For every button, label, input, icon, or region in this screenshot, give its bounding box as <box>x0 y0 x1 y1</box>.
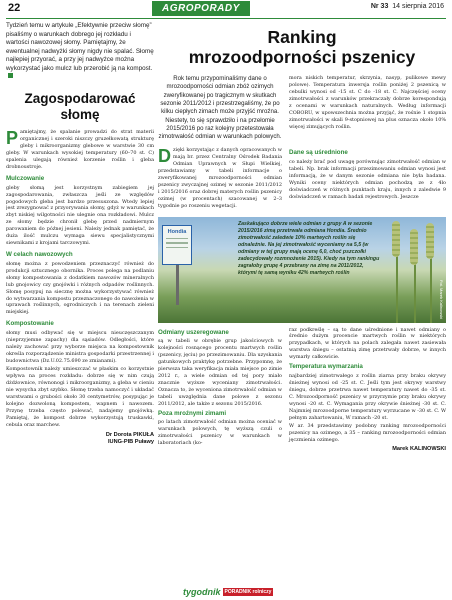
photo-caption: Zaskakująco dobrze wiele odmian z grupy A w sezonie 2015/2016 zimą przetrwała odmiana Hondia. Średnio zimotrwałość zaledwie 10% martwych roślin się odnaleźnie. Na jej zimotrwałość wyceniamy na 5,5 (w odmiany w tej grupy mają ocenę 6,0, choć pszczołki zadecydowały rozmnożenie 2015). Kiedy na tym rankingu zagrałoby grupę 4 przebrany na zimę na 2011/2012, którymi tę samą wyniku 42% martwych roślin <box>238 220 380 276</box>
left-author <box>6 432 154 447</box>
drop-cap: P <box>6 128 19 149</box>
issue-number: Nr 33 <box>370 3 389 10</box>
column-text: Dzięki korzystając z danych opracowanych w mają br. przez Centralny Ośrodek Badania Odmian Uprawnych w Słupi Wielkiej, przedstawiamy w tabeli informacje o zweryfikowanej mrozoodporności odmian pszenicy zwyczajnej ozimej w sezonie 2011/2012 i 2015/2016 oraz dobrej materych roślin pszenicy ozimej (w procentach) szacowanej w 2–3 tygodnie po roszeniu wegetacji. <box>158 146 282 210</box>
paragraph: słomę można z powodzeniem przeznaczyć również do produkcji sztucznego obornika. Proces polega na podlaniu słomy kompostowania z dodatkiem nawozów mineralnych lub gnojowicy czy gnojówki i różnych odpadów roślinnych. Słomę posypuj na siecznę można wykorzystywać również do wytwarzania kompostu przeznaczonego do nawożenia w uprawach roślinnych, ogrodniczych i na terenach zieleni miejskiej. <box>6 260 154 316</box>
issue-date: 14 sierpnia 2016 <box>392 3 444 10</box>
wheat-ear <box>410 229 418 265</box>
column-text: Dane są uśrednione co należy brać pod uwagę porównując zimotrwałość odmian w tabeli. Np. brak informacji przezimowaniu odmian wynosi jest informacją, że w danym sezonie odmiana nie była badana. Wyniki oceny niektórych odmian pochodzą ze z 4lo doświadczeń w różnych punktach kraju, innych z zaledwie 9 doświadczeń w ramach badań rejestrowych. Jeszcze <box>289 149 446 200</box>
body-row <box>158 147 446 211</box>
column-text: Odmiany uszeregowane są w tabeli w obrębie grup jakościowych w kolejności rosnącego procentu martwych roślin (pszenicy, jęciu) po przezimowaniu. Dla uzyskania gatunkowych praktykę potrzebne. Przypomnę, że pierwsza taka weryfikacja miała miejsce po zimie 2012 r., a wiele odmian od tej pory miało znacznie wyższe wyceniany zimotrwałości. Oznacza to, że wyceniona zimotrwałość odmian w tabeli uwzględnia dane polowe z sezonu 2011/2012, ale także z sezonu 2015/2016. Poza mroźnymi zimami po latach zimotrwałość odmian można oceniać w warunkach polowych, tę wyższą czuli o zimotrwałości pszenicy w warunkach w laboratoriach (ko- <box>158 328 282 447</box>
subheading-dane: Dane są uśrednione <box>289 149 348 157</box>
header-rule <box>6 18 446 19</box>
bottom-row <box>158 327 446 452</box>
paragraph: gleby słomą jest korzystnym zabiegiem jej zagospodarowania, zwłaszcza jeśli ze względów pogodowych gleba jest bardzo przesuszona. Wtedy lepiej jest zrezygnować z przyorywania słomy, gdyż w warunkach zbyt niskiej wilgotności nie ulegnie ona rozkładowi. Mulcz ze słomy będzie chronił glebę przed nadmiernym parowaniem do późnej jesieni. Należy jednak pamiętać, że duża ilość mulczu wymaga siewu specjalistycznymi siewnikami z krojami tarczowymi. <box>6 184 154 247</box>
right-article-lead: Rok temu przypominaliśmy dane o mrozoodporności odmian zbóż ozimych zweryfikowanej po tragicznym w skutkach sezonie 2011/2012 i przestrzegaliśmy, że po kilku ciepłych zimach może przyjść mroźna. Niestety, to się sprawdziło i na przełomie 2015/2016 po raz kolejny przetestowała zimotrwałość odmian w warunkach polowych. <box>158 75 282 141</box>
photo-credit: Fot. Marek Kalinowski <box>439 280 444 320</box>
column-text: mora niskich temperatur, skrzynia, nasyp, pulikowe mewy polowe). Temperatura inwersja roślin poniżej 2 pszenicą w cebulki wynosi od -15 st. C do -18 st. C. Najczęściej oceny zimotrwałości z warunków przekraczały dobrze korespondują z ocenami w warunkach naturalnych. Według informacji COBORU, w upowszechnia można przyjąć, że rośnie 1 stopnia zimotrwałości w skali 9-stopniowej na plus oznacza około 10% więcej zimujących roślin. <box>289 75 446 130</box>
wheat-ear <box>426 223 434 259</box>
author-name: Dr Dorota PIKUŁA <box>105 431 154 438</box>
end-square-icon <box>8 73 13 78</box>
publication-logo <box>183 587 273 597</box>
drop-cap: D <box>158 146 171 167</box>
subheading-temperatura: Temperatura wymarzania <box>289 363 363 371</box>
wheat-stalk <box>414 263 416 323</box>
left-article-intro: Tydzień temu w artykule „Efektywnie przeciw słomę” pisaliśmy o warunkach dobrego jej rozkładu i wartości nawozowej słomy. Pamiętajmy, że ewentualnej nadwyżki słomy nigdy nie spalać. Słomę najlepiej przyorać, a przy jej nadwyżce można wykorzystać jako mulcz lub przerobić ją na kompost. <box>6 22 154 82</box>
wheat-stalk <box>396 253 398 323</box>
section-label: AGROPORADY <box>152 1 250 16</box>
logo-text: tygodnik <box>183 587 221 597</box>
sign-label: Hondia <box>167 228 187 235</box>
subheading-nawozowe: W celach nawozowych <box>6 251 73 259</box>
paragraph: Kompostownik należy umieszczać w płaskim co korzystnie wpływa na proces rozkładu: dobrze się w nim czują dżdżownice, równonogi i mikroorganizmy, a gleba w cieniu nie wysycha zbyt szybko. Słomę trzeba namoczyć i układać warstwami o grubości około 30 centymetrów, posypując je kolejno dozwoloną kompostem, wapnem i nawozem. Przynę trzeba często polewać, nadajemy gnojówką. Pamiętaj, że kompost dobrze wykorzystują truskawki, cebula oraz marchew. <box>6 366 154 428</box>
left-article <box>6 22 154 594</box>
column-text: raz podkreślę – są to dane uśrednione i nawet odmiany o średnio dużym procencie martwych roślin w niektórych przypadkach, w których na polach zalegała nawet zasiewała warstwa śniegu – ostatnią zimę przetrwały dobrze, w innych wymarły całkowicie. Temperatura wymarzania najbardziej zimotrwałego z roślin ziarna przy braku okrywy śnieżnej wynosi od -25 st. C. Jeśli tym jest okrywy warstwy śniegu, dobrze przetrwa nawet temperatury nawet do -35 st. C. Mrozoodporność pszenicy w przyrzymie przy braku okrywy wynosi -20 st. C. Wymagania przy okrywie śnieżnej -30 st. C. Najmniej mrozoodporne temperatury wyrzucane w -30 st. C. W pełnym zahartowaniu, W ramach -20 st. W ar. 34 przedstawimy podobny ranking mrozoodporności pszenicy na ozimego, a 35 – ranking mrozoodporności odmian jęczmienia ozimego. Marek KALINOWSKI <box>289 326 446 452</box>
lead-row <box>158 75 446 141</box>
subheading-odmiany: Odmiany uszeregowane <box>158 328 229 336</box>
author-institution: IUNG-PIB Puławy <box>107 439 154 446</box>
right-article <box>158 22 446 594</box>
subheading-mulcz: Mulczowanie <box>6 175 45 183</box>
left-article-title: Zagospodarować słomę <box>24 90 136 123</box>
right-author: Marek KALINOWSKI <box>392 445 446 452</box>
wheat-field-photo <box>158 217 446 323</box>
wheat-stalk <box>430 257 432 323</box>
sign-post <box>176 265 179 305</box>
right-article-title: Ranking mrozoodporności pszenicy <box>188 27 416 67</box>
paragraph: słomy musi odbywać się w miejscu nieuczęszczanym (nieprzyjemne zapachy) dla sąsiadów. Odległości, które należy zachować przy wyborze miejsca na kompostownik określa rozporządzenie ministra gospodarki przestrzennej i budownictwa (Dz.U.02.75.690 ze zmianami). <box>6 329 154 364</box>
page-number: 22 <box>8 2 21 14</box>
wheat-ear <box>392 221 400 257</box>
issue-info <box>371 3 444 10</box>
page-header <box>0 0 452 18</box>
subheading-kompost: Kompostowanie <box>6 320 54 328</box>
paragraph: Pamiętajmy, że spalanie prowadzi do strat materii organicznej i szeroki niszczy gruzełkowatą strukturę gleby i mikroorganizmy glebowe w warstwie 30 cm gleby. W warunkach wysokiej temperatury (60–70 st. C) spalenia ulegają również korzenie roślin i gleba drobnoustroje. <box>6 128 154 171</box>
page-footer <box>0 586 452 600</box>
left-article-body <box>6 129 154 428</box>
subheading-poza: Poza mroźnymi zimami <box>158 409 227 417</box>
variety-sign <box>162 225 192 265</box>
logo-badge: PORADNIK rolniczy <box>224 589 272 595</box>
